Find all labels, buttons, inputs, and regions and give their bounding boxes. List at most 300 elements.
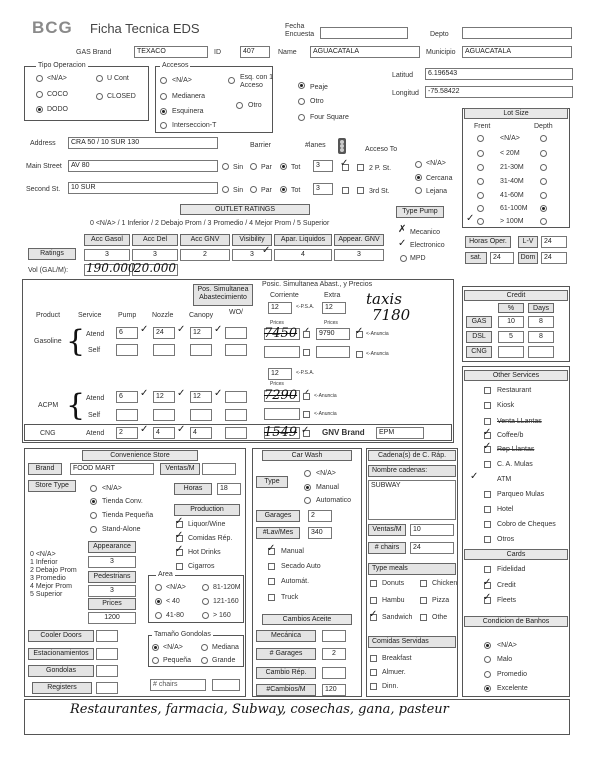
lot-depth-radio-2[interactable] [540, 164, 547, 171]
accesos-otro-radio[interactable] [236, 102, 243, 109]
otro2-radio[interactable] [298, 98, 305, 105]
second-street-label: Second St. [26, 186, 61, 193]
rating-col-apar-liquidos: Apar. Liquidos [274, 234, 332, 246]
acpm-price: 7290 [264, 388, 298, 403]
cng-atend-label: Atend [86, 430, 105, 437]
estacionamientos-field[interactable] [96, 648, 118, 660]
main-tot-radio[interactable] [280, 163, 287, 170]
acpm-self-canopy[interactable] [190, 409, 212, 421]
dinn-label: Dinn. [382, 683, 399, 690]
pizza-checkbox[interactable] [420, 597, 427, 604]
banos-na-radio[interactable] [484, 642, 491, 649]
gas-wo-field[interactable] [225, 327, 247, 339]
card-fleets-label: Fleets [497, 597, 517, 604]
svc-otros-checkbox[interactable] [484, 536, 491, 543]
gasoline-label: Gasoline [34, 338, 62, 345]
banos-promedio-radio[interactable] [484, 671, 491, 678]
mpd-radio[interactable] [400, 255, 407, 262]
peaje-label: Peaje [310, 84, 328, 91]
horas-oper-label: Horas Oper. [465, 236, 511, 248]
municipio-field[interactable]: AGUACATALA [462, 46, 572, 58]
acpm-wo-field[interactable] [225, 391, 247, 403]
area-121-160-radio[interactable] [202, 598, 209, 605]
credit-gas-pct[interactable]: 10 [498, 316, 524, 328]
tipo-coco-radio[interactable] [36, 91, 43, 98]
gnv-brand-label: GNV Brand [322, 428, 365, 437]
accesos-medianera-radio[interactable] [160, 93, 167, 100]
cng-canopy-field[interactable]: 4 [190, 427, 212, 439]
logo: BCG [32, 18, 73, 37]
store-chairs-field[interactable]: # chairs [150, 679, 206, 691]
mecanica-field[interactable] [322, 630, 346, 642]
taxis-note: taxis [366, 290, 402, 308]
acpm-nozzle-field[interactable]: 12 [153, 391, 175, 403]
store-tienda-conv-label: Tienda Conv. [102, 498, 143, 505]
pos-extra-field[interactable]: 12 [322, 302, 346, 314]
banos-promedio-label: Promedio [497, 671, 527, 678]
main-sin-label: Sin [233, 164, 244, 171]
lot-depth-radio-3[interactable] [540, 178, 547, 185]
corriente-label: Corriente [270, 292, 299, 299]
other-services-title: Other Services [464, 370, 568, 381]
cng-nozzle-field[interactable]: 4 [153, 427, 175, 439]
depto-field[interactable] [462, 27, 572, 39]
ngarages-field[interactable]: 2 [322, 648, 346, 660]
acceso-cercana-radio[interactable] [415, 174, 422, 181]
credit-gas-days[interactable]: 8 [528, 316, 554, 328]
hambu-checkbox[interactable] [370, 597, 377, 604]
card-fidelidad-checkbox[interactable] [484, 566, 491, 573]
store-production-label: Production [174, 504, 240, 516]
wash-type-label: Type [256, 476, 288, 488]
accesos-esqcon-radio[interactable] [228, 77, 235, 84]
store-tienda-conv-radio[interactable] [90, 498, 97, 505]
acpm-self-wo[interactable] [225, 409, 247, 421]
store-tienda-peq-radio[interactable] [90, 512, 97, 519]
fecha-encuesta-field[interactable] [320, 27, 408, 39]
rating-apar-liquidos[interactable]: 4 [274, 249, 332, 261]
svc-cheques-checkbox[interactable] [484, 521, 491, 528]
area-41-80-radio[interactable] [155, 612, 162, 619]
pump-label: Pump [118, 312, 137, 319]
accesos-na-radio[interactable] [160, 77, 167, 84]
lot-option-label: 61-100M [500, 205, 528, 212]
svc-rep-llantas-label: Rep Llantas [497, 446, 535, 453]
credit-cng-pct[interactable] [498, 346, 524, 358]
second-par-radio[interactable] [250, 186, 257, 193]
gas-self-price[interactable] [264, 346, 300, 358]
cng-wo-field[interactable] [225, 427, 247, 439]
gas-corriente-price: 7450 [264, 326, 298, 341]
convenience-store-title: Convenience Store [82, 450, 198, 461]
outlet-ratings-title: OUTLET RATINGS [180, 204, 310, 215]
acceso-na-radio[interactable] [415, 161, 422, 168]
svc-ca-mulas-label: C. A. Mulas [497, 461, 533, 468]
service-label: Service [78, 312, 102, 319]
ratings-scale: 0 <N/A> / 1 Inferior / 2 Debajo Prom / 3 Promedio / 4 Mejor Prom / 5 Superior [90, 220, 330, 227]
lv-field[interactable]: 24 [541, 236, 567, 248]
acpm-pos-field[interactable]: 12 [268, 368, 292, 380]
store-tienda-peq-label: Tienda Pequeña [102, 512, 154, 519]
accesos-esquinera-radio[interactable] [160, 108, 167, 115]
rating-acc-del[interactable]: 3 [132, 249, 178, 261]
p3-checkbox-b[interactable] [357, 187, 364, 194]
sat-field[interactable]: 24 [490, 252, 514, 264]
store-ventas-label: Ventas/M [160, 463, 200, 475]
p2-check-mark: ✓ [340, 158, 349, 169]
svc-restaurant-label: Restaurant [497, 387, 532, 394]
accesos-medianera-label: Medianera [172, 93, 206, 100]
nozzle-label: Nozzle [152, 312, 174, 319]
store-horas-field[interactable]: 18 [217, 483, 241, 495]
lot-option-label: 41-60M [500, 192, 524, 199]
cambio-rep-field[interactable] [322, 667, 346, 679]
gas-extra-price-field[interactable]: 9790 [316, 328, 350, 340]
tamano-peq-radio[interactable] [152, 657, 159, 664]
tipo-na-radio[interactable] [36, 75, 43, 82]
area-lt40-radio[interactable] [155, 598, 162, 605]
gas-prices-label-extra: Prices [324, 320, 338, 326]
svc-atm-check: ✓ [470, 471, 479, 482]
gas-pump-field[interactable]: 6 [116, 327, 138, 339]
second-street-field[interactable]: 10 SUR [68, 182, 218, 194]
store-ventas-field[interactable] [202, 463, 236, 475]
wash-na-label: <N/A> [316, 470, 336, 477]
acpm-self-price[interactable] [264, 408, 300, 420]
store-na-radio[interactable] [90, 485, 97, 492]
id-field[interactable]: 407 [240, 46, 270, 58]
cigarros-label: Cigarros [188, 563, 215, 570]
store-chairs-value[interactable] [212, 679, 240, 691]
wash-lav-label: #Lav/Mes [256, 527, 300, 539]
gas-self-wo[interactable] [225, 344, 247, 356]
lot-frent-radio-2[interactable] [477, 164, 484, 171]
gas-self-anuncia-label: <-Anuncia [366, 351, 389, 357]
credit-dsl-days[interactable]: 8 [528, 331, 554, 343]
store-brand-field[interactable]: FOOD MART [70, 463, 154, 475]
cng-price-check-mark: ✓ [301, 425, 310, 436]
lot-depth-radio-0[interactable] [540, 135, 547, 142]
main-lanes-field[interactable]: 3 [313, 160, 333, 172]
acceso-lejana-radio[interactable] [415, 187, 422, 194]
tipo-ucont-label: U Cont [107, 75, 129, 82]
area-na-radio[interactable] [155, 584, 162, 591]
acceso-cercana-label: Cercana [426, 175, 453, 182]
main-street-label: Main Street [26, 163, 62, 170]
wash-automat-checkbox[interactable] [268, 578, 275, 585]
store-scale-3: 3 Promedio [30, 575, 66, 582]
wo-label: WO/ [229, 309, 243, 316]
lot-frent-check-mark: ✓ [466, 213, 475, 224]
lot-option-label: 21-30M [500, 164, 524, 171]
wash-truck-label: Truck [281, 594, 299, 601]
acpm-self-anuncia-label: <-Anuncia [314, 411, 337, 417]
lot-depth-radio-4[interactable] [540, 192, 547, 199]
banos-excelente-radio[interactable] [484, 685, 491, 692]
lot-option-label: < 20M [500, 150, 520, 157]
store-stand-radio[interactable] [90, 526, 97, 533]
cigarros-checkbox[interactable] [176, 563, 183, 570]
tamano-med-radio[interactable] [201, 644, 208, 651]
breakfast-checkbox[interactable] [370, 655, 377, 662]
acpm-self-anuncia[interactable] [303, 411, 310, 418]
store-horas-label: Horas [174, 483, 212, 495]
banos-malo-label: Malo [497, 656, 513, 663]
tipo-closed-label: CLOSED [107, 93, 136, 100]
electronico-check-mark: ✓ [398, 238, 407, 249]
store-scale-2: 2 Debajo Prom [30, 567, 77, 574]
svc-hotel-checkbox[interactable] [484, 506, 491, 513]
latitud-label: Latitud [392, 72, 414, 79]
tipo-closed-radio[interactable] [96, 93, 103, 100]
lot-frent-radio-5[interactable] [477, 205, 484, 212]
cadena-chairs-label: # chairs [368, 542, 406, 554]
othe-label: Othe [432, 614, 448, 621]
wash-garages-field[interactable]: 2 [308, 510, 332, 522]
area-title: Area [158, 571, 173, 578]
main-street-field[interactable]: AV 80 [68, 160, 218, 172]
wash-secado-label: Secado Auto [281, 563, 321, 570]
gnv-brand-field[interactable]: EPM [376, 427, 424, 439]
lot-frent-radio-0[interactable] [477, 135, 484, 142]
lot-frent-radio-1[interactable] [477, 150, 484, 157]
gondolas-field[interactable] [96, 665, 118, 677]
svc-parqueo-checkbox[interactable] [484, 491, 491, 498]
store-scale-5: 5 Superior [30, 591, 63, 598]
main-sin-radio[interactable] [222, 163, 229, 170]
area-gt160-radio[interactable] [202, 612, 209, 619]
credit-cng-days[interactable] [528, 346, 554, 358]
accesos-interseccion-label: Interseccion-T [172, 122, 217, 129]
gas-self-pump[interactable] [116, 344, 138, 356]
dom-label: Dom [518, 252, 538, 264]
hot-drinks-check: ✓ [175, 544, 184, 555]
pedestrians-label: Pedestrians [88, 571, 136, 583]
rating-appear-gnv[interactable]: 3 [334, 249, 384, 261]
gas-self-anuncia-b[interactable] [356, 351, 363, 358]
gas-self-canopy[interactable] [190, 344, 212, 356]
rating-col-acc-gnv: Acc GNV [180, 234, 230, 246]
gas-brand-label: GAS Brand [76, 49, 112, 56]
acpm-pump-check: ✓ [140, 388, 149, 399]
four-square-radio[interactable] [298, 114, 305, 121]
tamano-na-radio[interactable] [152, 644, 159, 651]
canopy-label: Canopy [189, 312, 214, 319]
svc-restaurant-checkbox[interactable] [484, 387, 491, 394]
svc-kiosk-label: Kiosk [497, 402, 515, 409]
barrier-label: Barrier [250, 142, 272, 149]
acpm-anuncia[interactable] [303, 393, 310, 400]
car-wash-title: Car Wash [262, 450, 352, 461]
latitud-field[interactable]: 6.196543 [425, 68, 573, 80]
appearance-field[interactable]: 3 [88, 556, 136, 568]
wash-manual-label: Manual [316, 484, 339, 491]
comidas-servidas-label: Comidas Servidas [368, 636, 456, 648]
cooler-doors-label: Cooler Doors [28, 630, 94, 642]
dom-field[interactable]: 24 [541, 252, 567, 264]
lot-depth-radio-6[interactable] [540, 218, 547, 225]
name-field[interactable]: AGUACATALA [310, 46, 420, 58]
rating-acc-gasol[interactable]: 3 [84, 249, 130, 261]
acpm-atend-label: Atend [86, 395, 105, 402]
accesos-interseccion-radio[interactable] [160, 122, 167, 129]
acpm-pump-field[interactable]: 6 [116, 391, 138, 403]
gas-self-nozzle[interactable] [153, 344, 175, 356]
gas-self-label: Self [88, 347, 101, 354]
lot-frent-radio-4[interactable] [477, 192, 484, 199]
municipio-label: Municipio [426, 49, 456, 56]
tamano-grande-radio[interactable] [201, 657, 208, 664]
acpm-self-label: Self [88, 412, 101, 419]
acceso-to-label: Acceso To [365, 146, 398, 153]
cooler-doors-field[interactable] [96, 630, 118, 642]
ngarages-label: # Garages [256, 648, 316, 660]
gas-canopy-field[interactable]: 12 [190, 327, 212, 339]
name-label: Name [278, 49, 297, 56]
store-scale-0: 0 <N/A> [30, 551, 56, 558]
accesos-na-label: <N/A> [172, 77, 192, 84]
wash-auto-radio[interactable] [304, 497, 311, 504]
gasoline-brace: { [66, 324, 86, 359]
registers-field[interactable] [96, 682, 118, 694]
p3-label: 3rd St. [369, 188, 390, 195]
main-par-label: Par [261, 164, 272, 171]
lot-frent-radio-6[interactable] [477, 218, 484, 225]
lot-depth-label: Depth [534, 123, 553, 130]
lot-depth-radio-1[interactable] [540, 150, 547, 157]
gas-corriente-anuncia[interactable] [303, 331, 310, 338]
pos-simultanea-label: Pos. Simultanea Abastecimiento [193, 284, 253, 306]
gas-self-anuncia-a[interactable] [303, 349, 310, 356]
cadena-chairs-field[interactable]: 24 [410, 542, 454, 554]
cng-atend-field[interactable]: 2 [116, 427, 138, 439]
tipo-ucont-radio[interactable] [96, 75, 103, 82]
gas-self-extra[interactable] [316, 346, 350, 358]
sandwich-label: Sandwich [382, 614, 413, 621]
store-type-label: Store Type [28, 480, 76, 492]
acpm-brace: { [66, 388, 86, 423]
tipo-dodo-label: DODO [47, 106, 68, 113]
credit-dsl-pct[interactable]: 5 [498, 331, 524, 343]
lot-frent-radio-3[interactable] [477, 178, 484, 185]
cadena-ventas-label: Ventas/M [368, 524, 406, 536]
wash-lav-field[interactable]: 340 [308, 527, 332, 539]
svc-kiosk-checkbox[interactable] [484, 402, 491, 409]
svc-ca-mulas-checkbox[interactable] [484, 461, 491, 468]
chicken-label: Chicken [432, 580, 458, 587]
store-prices-field[interactable]: 1200 [88, 612, 136, 624]
lot-depth-radio-5[interactable] [540, 205, 547, 212]
p2-label: 2 P. St. [369, 165, 392, 172]
type-meals-label: Type meals [368, 563, 456, 575]
credit-cng-label: CNG [466, 346, 492, 358]
rating-acc-gnv[interactable]: 2 [180, 249, 230, 261]
p2-checkbox-b[interactable] [357, 164, 364, 171]
wash-na-radio[interactable] [304, 470, 311, 477]
wash-secado-checkbox[interactable] [268, 563, 275, 570]
cng-price: 1549 [264, 425, 298, 440]
registers-label: Registers [32, 682, 92, 694]
cambios-aceite-title: Cambios Aceite [262, 614, 352, 625]
cards-title: Cards [464, 549, 568, 560]
otro2-label: Otro [310, 98, 324, 105]
second-lanes-field[interactable]: 3 [313, 183, 333, 195]
p3-checkbox[interactable] [342, 187, 349, 194]
address-field[interactable]: CRA 50 / 10 SUR 130 [68, 137, 218, 149]
id-label: ID [214, 49, 221, 56]
banos-excelente-label: Excelente [497, 685, 528, 692]
main-tot-label: Tot [291, 164, 301, 171]
cadena-nombre-field[interactable]: SUBWAY [368, 480, 456, 520]
peaje-radio[interactable] [298, 82, 305, 89]
cadena-ventas-field[interactable]: 10 [410, 524, 454, 536]
tipo-coco-label: COCO [47, 91, 68, 98]
longitud-field[interactable]: -75.58422 [425, 86, 573, 98]
area-81-120-radio[interactable] [202, 584, 209, 591]
chicken-checkbox[interactable] [420, 580, 427, 587]
sat-label: sat. [465, 252, 487, 264]
store-brand-label: Brand [28, 463, 62, 475]
acpm-self-pump[interactable] [116, 409, 138, 421]
taxis-price-note: 7180 [372, 306, 411, 324]
credit-days-header: Days [528, 303, 554, 313]
banos-malo-radio[interactable] [484, 656, 491, 663]
svc-venta-llantas-checkbox[interactable] [484, 418, 491, 425]
hot-drinks-label: Hot Drinks [188, 549, 221, 556]
tipo-dodo-radio[interactable] [36, 106, 43, 113]
credit-title: Credit [464, 290, 568, 301]
store-scale-4: 4 Mejor Prom [30, 583, 73, 590]
donuts-label: Donuts [382, 580, 405, 587]
main-par-radio[interactable] [250, 163, 257, 170]
wash-manual-radio[interactable] [304, 484, 311, 491]
extra-label: Extra [324, 292, 341, 299]
psa-label: <-P.S.A. [296, 304, 315, 310]
gas-nozzle-field[interactable]: 24 [153, 327, 175, 339]
tamano-grande-label: Grande [212, 657, 236, 664]
second-sin-radio[interactable] [222, 186, 229, 193]
ncambios-field[interactable]: 120 [322, 684, 346, 696]
gas-brand-field[interactable]: TEXACO [134, 46, 208, 58]
lot-option-label: <N/A> [500, 135, 520, 142]
othe-checkbox[interactable] [420, 614, 427, 621]
wash-truck-checkbox[interactable] [268, 594, 275, 601]
almuer-checkbox[interactable] [370, 669, 377, 676]
dinn-checkbox[interactable] [370, 683, 377, 690]
tamano-med-label: Mediana [212, 644, 239, 651]
depto-label: Depto [430, 31, 449, 38]
pedestrians-field[interactable]: 3 [88, 585, 136, 597]
acpm-self-nozzle[interactable] [153, 409, 175, 421]
card-credit-check: ✓ [483, 577, 492, 588]
fecha-encuesta-label: Fecha Encuesta [285, 23, 315, 39]
rating-visibility[interactable]: 3 [232, 249, 272, 261]
donuts-checkbox[interactable] [370, 580, 377, 587]
gas-atend-label: Atend [86, 331, 105, 338]
acceso-na-label: <N/A> [426, 160, 446, 167]
pos-corriente-field[interactable]: 12 [268, 302, 292, 314]
second-tot-radio[interactable] [280, 186, 287, 193]
lot-option-label: 31-40M [500, 178, 524, 185]
area-121-160-label: 121-160 [213, 598, 239, 605]
store-prices-label: Prices [88, 598, 136, 610]
rating-col-acc-gasol: Acc Gasol [84, 234, 130, 246]
cng-atend-check: ✓ [140, 424, 149, 435]
acpm-canopy-field[interactable]: 12 [190, 391, 212, 403]
rating-col-visibility: Visibility [232, 234, 272, 246]
second-sin-label: Sin [233, 187, 244, 194]
lv-label: L-V [518, 236, 538, 248]
